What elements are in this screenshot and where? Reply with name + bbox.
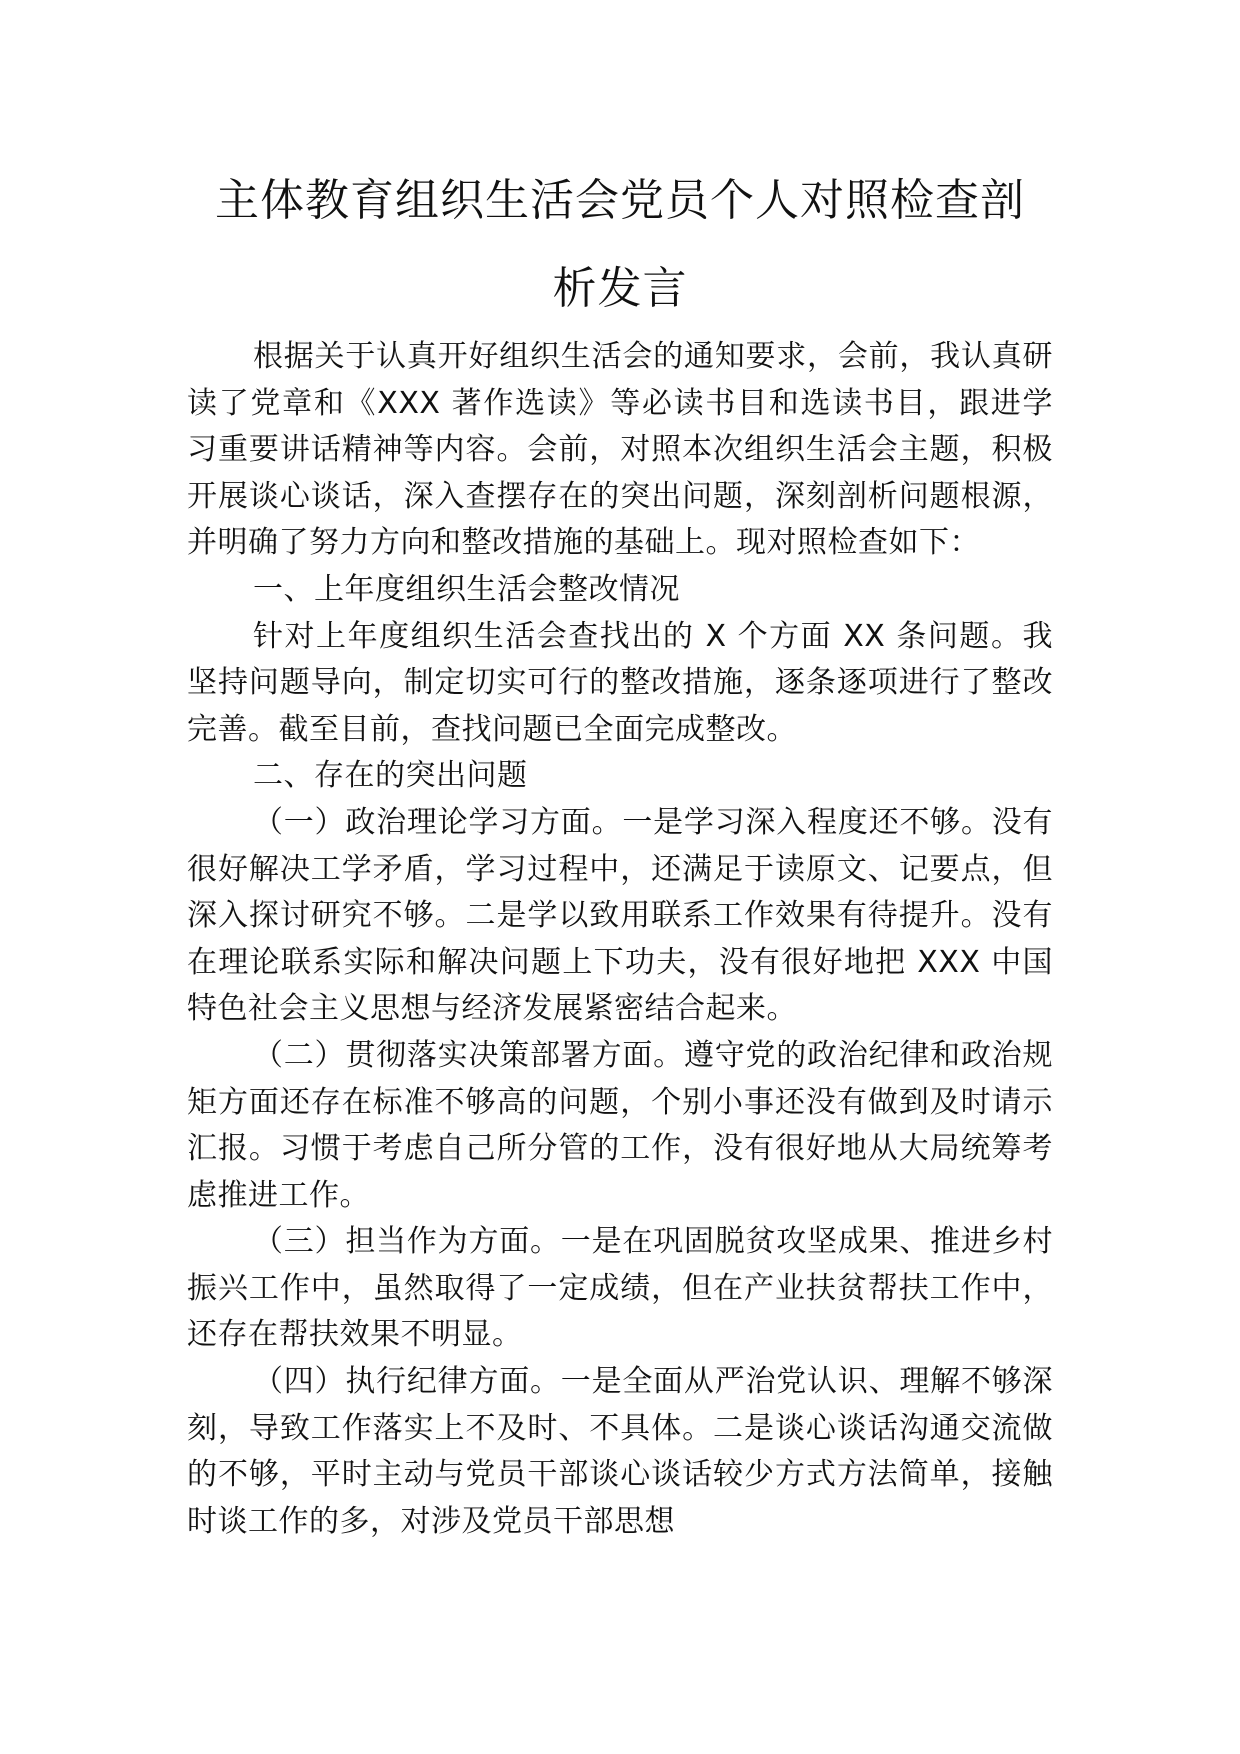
section-1-paragraph: 针对上年度组织生活会查找出的 X 个方面 XX 条问题。我坚持问题导向，制定切实可行的整改措施，逐条逐项进行了整改完善。截至目前，查找问题已全面完成整改。 <box>187 618 1053 747</box>
subsection-2-paragraph: （二）贯彻落实决策部署方面。遵守党的政治纪律和政治规矩方面还存在标准不够高的问题，个别小事还没有做到及时请示汇报。习惯于考虑自己所分管的工作，没有很好地从大局统筹考虑推进工作。 <box>187 1037 1053 1213</box>
document-title-line2: 析发言 <box>552 263 688 314</box>
subsection-3-paragraph: （三）担当作为方面。一是在巩固脱贫攻坚成果、推进乡村振兴工作中，虽然取得了一定成绩，但在产业扶贫帮扶工作中，还存在帮扶效果不明显。 <box>187 1224 1053 1353</box>
subsection-1-paragraph: （一）政治理论学习方面。一是学习深入程度还不够。没有很好解决工学矛盾，学习过程中，还满足于读原文、记要点，但深入探讨研究不够。二是学以致用联系工作效果有待提升。没有在理论联系实际和解决问题上下功夫，没有很好地把 XXX 中国特色社会主义思想与经济发展紧密结合起来。 <box>187 804 1053 1027</box>
subsection-4-paragraph: （四）执行纪律方面。一是全面从严治党认识、理解不够深刻，导致工作落实上不及时、不具体。二是谈心谈话沟通交流做的不够，平时主动与党员干部谈心谈话较少方式方法简单，接触时谈工作的多，对涉及党员干部思想 <box>187 1364 1053 1539</box>
document-body <box>187 334 1053 1545</box>
intro-paragraph: 根据关于认真开好组织生活会的通知要求，会前，我认真研读了党章和《XXX 著作选读》等必读书目和选读书目，跟进学习重要讲话精神等内容。会前，对照本次组织生活会主题，积极开展谈心谈话，深入查摆存在的突出问题，深刻剖析问题根源，并明确了努力方向和整改措施的基础上。现对照检查如下： <box>187 339 1053 561</box>
document-title-line1: 主体教育组织生活会党员个人对照检查剖 <box>215 175 1025 226</box>
section-heading-2: 二、存在的突出问题 <box>253 758 528 794</box>
section-heading-1: 一、上年度组织生活会整改情况 <box>253 571 680 607</box>
